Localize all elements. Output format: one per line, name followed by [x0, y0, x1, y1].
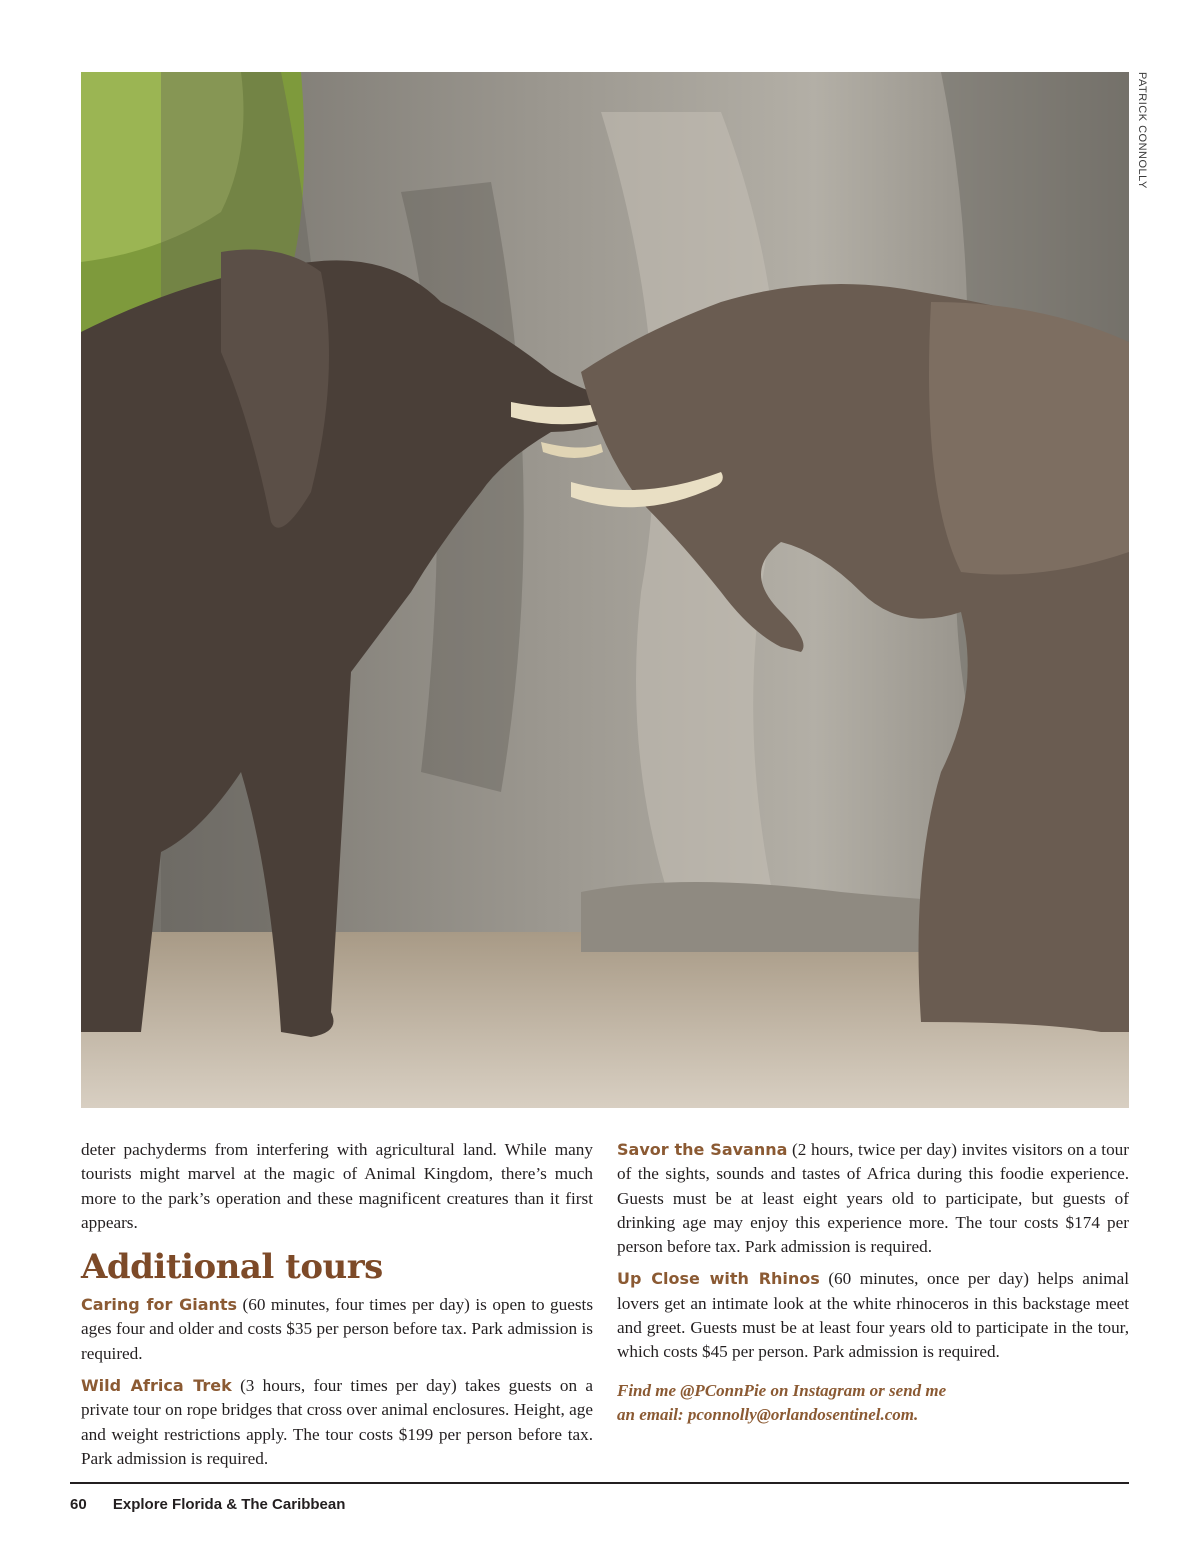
photo-credit: PATRICK CONNOLLY [1136, 72, 1148, 189]
tour-description: (2 hours, twice per day) invites visitors on a tour of the sights, sounds and tastes of Africa during this foodie experience. Guests must be at least eight years old to participate, but guests of drinking age may enjoy this experience more. The tour costs $174 per person before tax. Park admission is required. [617, 1140, 1129, 1257]
tour-name: Savor the Savanna [617, 1140, 788, 1159]
tour-description: (3 hours, four times per day) takes guests on a private tour on rope bridges that cross over animal enclosures. Height, age and weight restrictions apply. The tour costs $199 per person before tax. Park admission is required. [81, 1376, 594, 1468]
elephants-photo-illustration [81, 72, 1129, 1108]
page-footer [70, 1496, 345, 1513]
tour-description: (60 minutes, once per day) helps animal lovers get an intimate look at the white rhinoceros in this backstage meet and greet. Guests must be at least four years old to participate in the tour, which costs $45 per person. Park admission is required. [617, 1269, 1130, 1362]
left-column [81, 1138, 593, 1479]
signoff-line: an email: pconnolly@orlandosentinel.com. [617, 1404, 919, 1424]
tour-name: Wild Africa Trek [81, 1376, 232, 1396]
section-heading: Additional tours [81, 1247, 383, 1288]
tour-paragraph-wild-africa-trek [81, 1374, 593, 1471]
tour-paragraph-up-close-with-rhinos [617, 1267, 1129, 1364]
right-column [617, 1138, 1129, 1427]
intro-paragraph: deter pachyderms from interfering with agricultural land. While many tourists might marvel at the magic of Animal Kingdom, there’s much more to the park’s operation and these magnificent creatures than it first appears. [81, 1140, 593, 1232]
publication-name: Explore Florida & The Caribbean [112, 1496, 346, 1513]
footer-rule [70, 1482, 1129, 1484]
tour-paragraph-caring-for-giants [81, 1293, 593, 1366]
page-number: 60 [70, 1496, 87, 1513]
tour-paragraph-savor-the-savanna [617, 1138, 1129, 1259]
tour-name: Caring for Giants [81, 1295, 238, 1315]
signoff-line: Find me @PConnPie on Instagram or send me [617, 1380, 947, 1400]
tour-name: Up Close with Rhinos [617, 1269, 820, 1289]
tour-description: (60 minutes, four times per day) is open to guests ages four and older and costs $35 per person before tax. Park admission is required. [81, 1295, 594, 1363]
author-signoff [617, 1379, 1129, 1427]
elephants-photo [81, 72, 1129, 1108]
